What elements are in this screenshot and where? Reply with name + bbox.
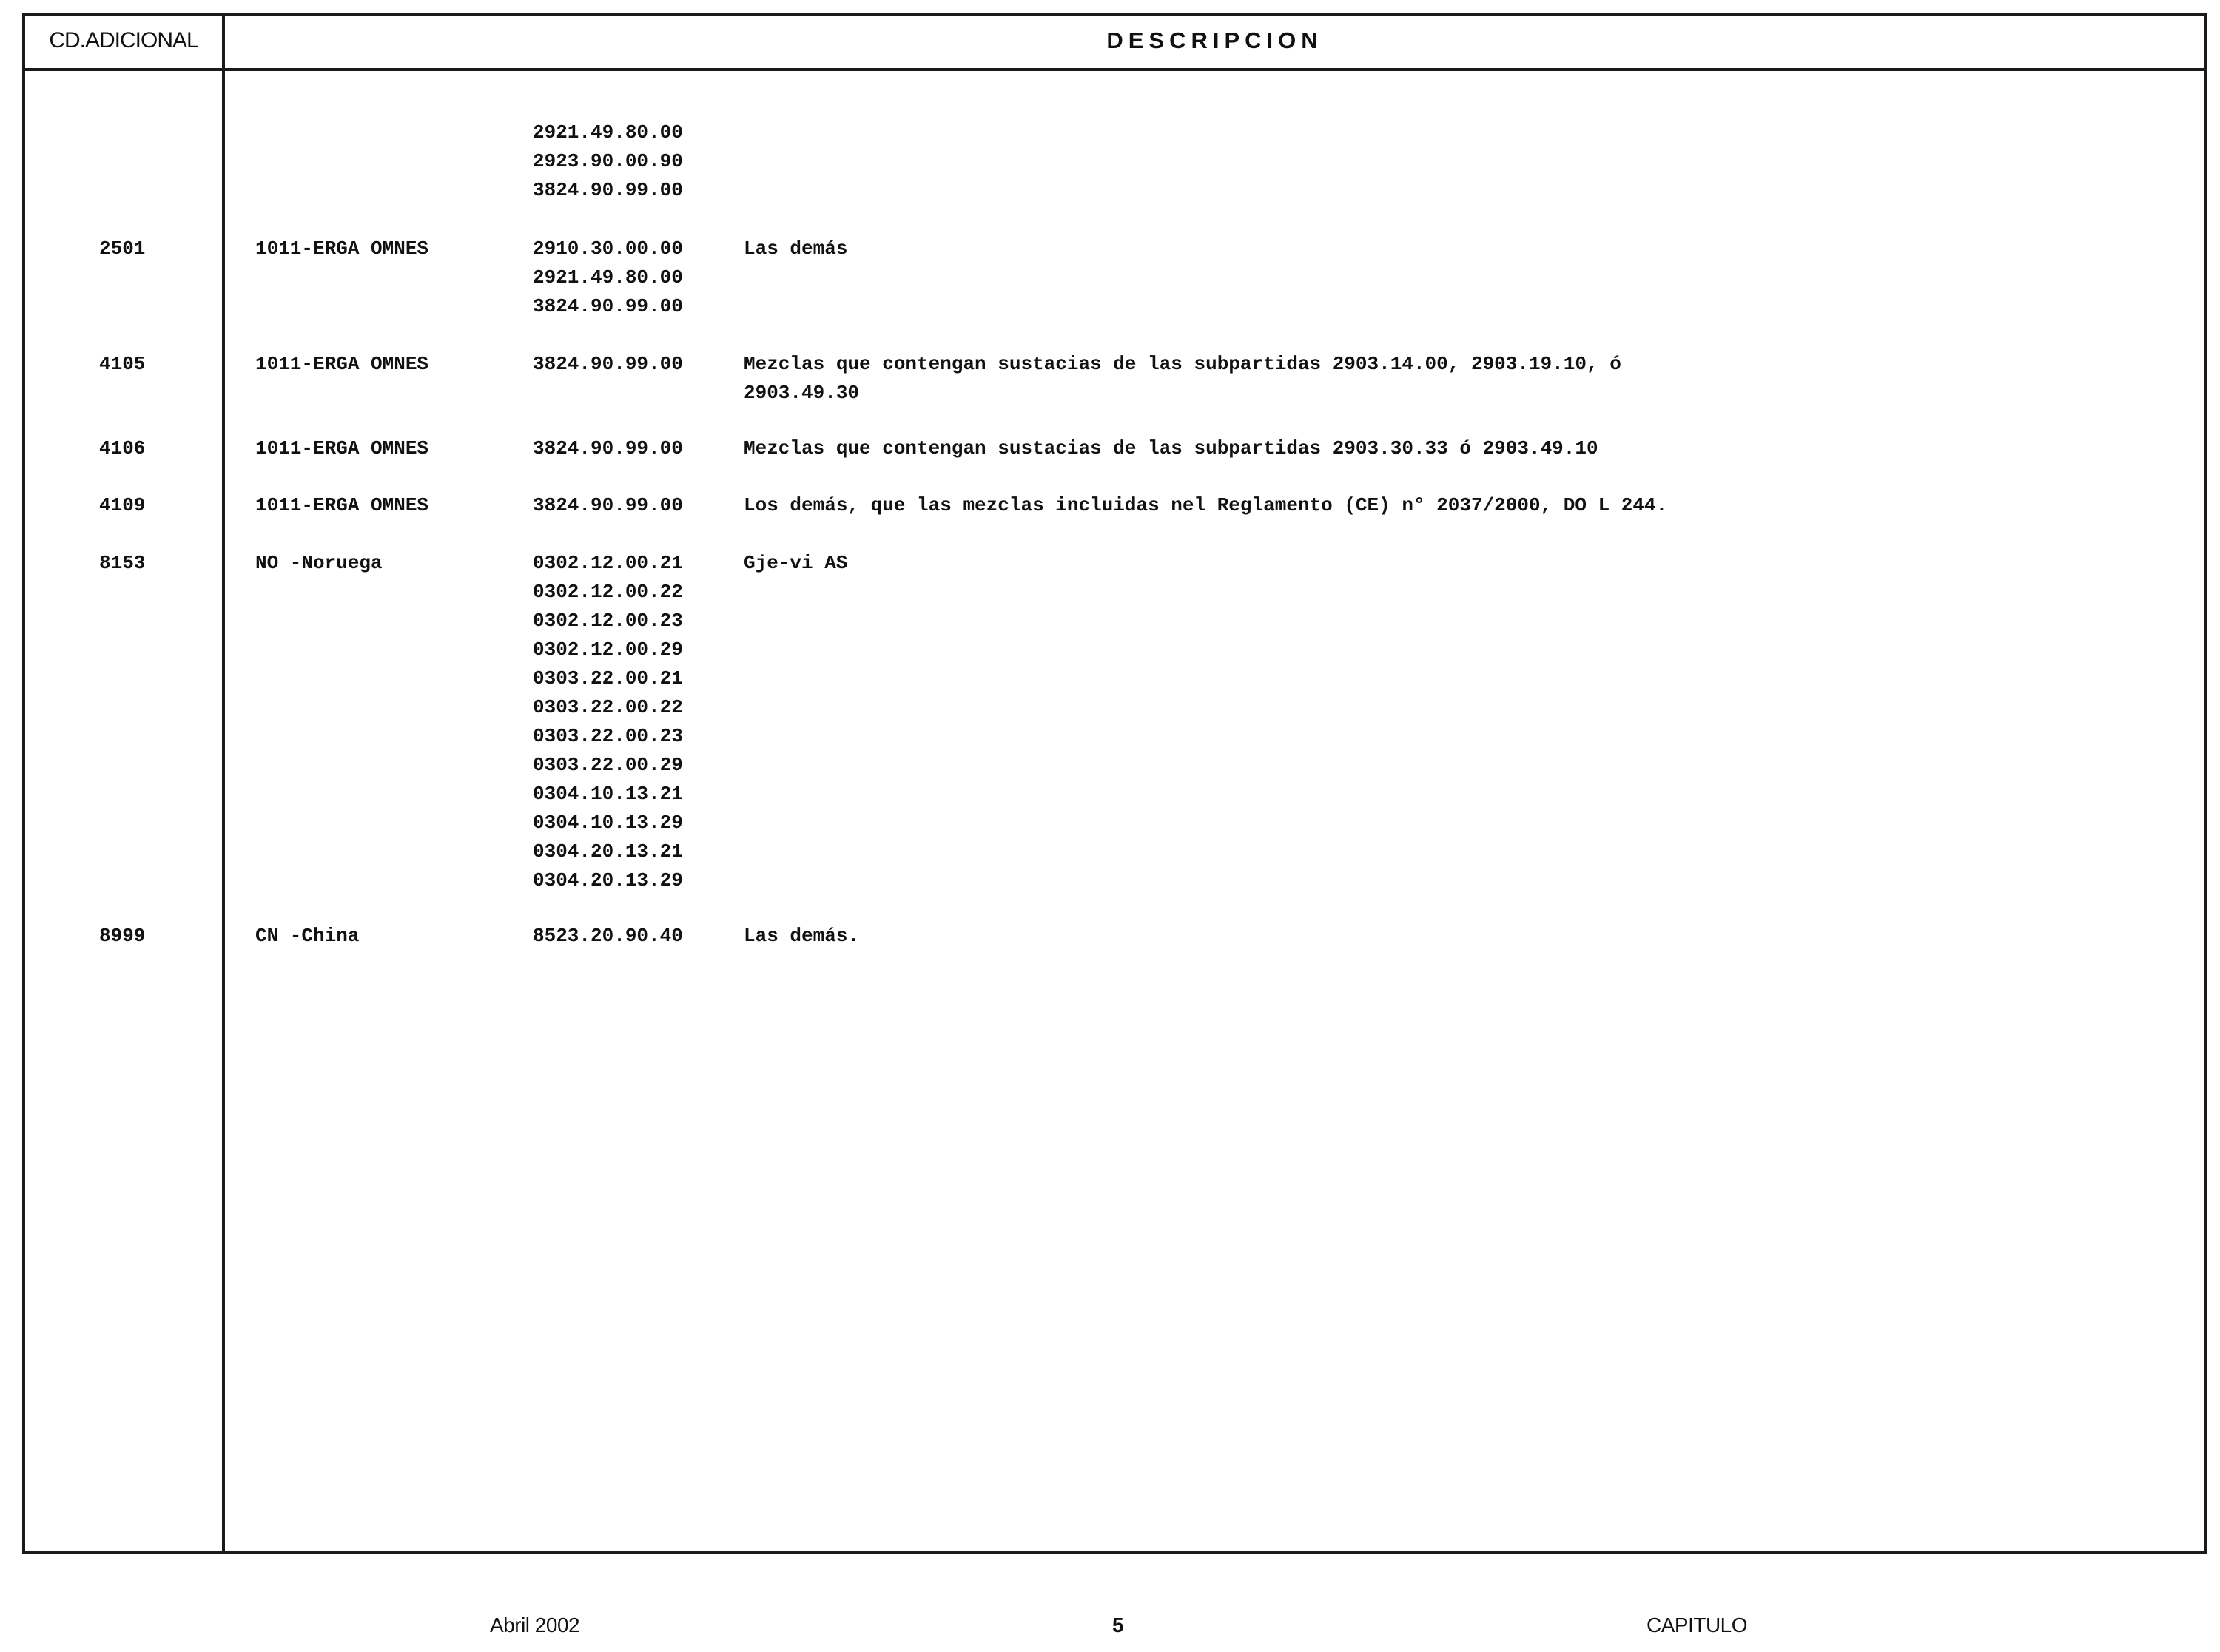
origin: CN -China	[255, 925, 360, 947]
header-rule	[22, 68, 2207, 71]
tariff-code: 3824.90.99.00	[533, 179, 683, 201]
column-header-description: DESCRIPCION	[1106, 27, 1323, 53]
tariff-list	[533, 235, 683, 321]
description-text: Mezclas que contengan sustacias de las subpartidas 2903.30.33 ó 2903.49.10	[744, 437, 1598, 459]
tariff-list	[533, 549, 683, 895]
additional-code: 2501	[99, 237, 146, 260]
tariff-code: 0304.10.13.21	[533, 783, 683, 805]
tariff-code: 8523.20.90.40	[533, 925, 683, 947]
tariff-code: 3824.90.99.00	[533, 437, 683, 459]
tariff-list	[533, 434, 683, 463]
origin: NO -Noruega	[255, 552, 383, 574]
tariff-code: 0303.22.00.23	[533, 725, 683, 747]
tariff-code: 0304.20.13.21	[533, 840, 683, 863]
description-text: Mezclas que contengan sustacias de las subpartidas 2903.14.00, 2903.19.10, ó 2903.49.30	[744, 353, 1621, 404]
tariff-code: 3824.90.99.00	[533, 295, 683, 317]
additional-code: 4109	[99, 494, 146, 516]
tariff-code: 2921.49.80.00	[533, 266, 683, 289]
tariff-code: 0302.12.00.21	[533, 552, 683, 574]
tariff-code: 3824.90.99.00	[533, 494, 683, 516]
tariff-code: 0303.22.00.22	[533, 696, 683, 718]
origin: 1011-ERGA OMNES	[255, 437, 429, 459]
tariff-code: 2910.30.00.00	[533, 237, 683, 260]
additional-code: 4105	[99, 353, 146, 375]
origin: 1011-ERGA OMNES	[255, 353, 429, 375]
description-text: Las demás	[744, 237, 848, 260]
tariff-code: 2923.90.00.90	[533, 150, 683, 172]
origin: 1011-ERGA OMNES	[255, 494, 429, 516]
tariff-code: 0303.22.00.29	[533, 754, 683, 776]
additional-code: 4106	[99, 437, 146, 459]
origin: 1011-ERGA OMNES	[255, 237, 429, 260]
additional-code: 8999	[99, 925, 146, 947]
tariff-list	[533, 922, 683, 951]
column-header-code: CD.ADICIONAL	[49, 28, 198, 53]
additional-code: 8153	[99, 552, 146, 574]
tariff-code: 0303.22.00.21	[533, 667, 683, 690]
tariff-code: 0302.12.00.23	[533, 610, 683, 632]
tariff-code: 0302.12.00.22	[533, 581, 683, 603]
description-text: Los demás, que las mezclas incluidas nel Reglamento (CE) n° 2037/2000, DO L 244.	[744, 494, 1668, 516]
tariff-code: 0304.20.13.29	[533, 869, 683, 891]
description-text: Las demás.	[744, 925, 860, 947]
tariff-list	[533, 491, 683, 520]
column-divider	[222, 13, 225, 1554]
tariff-list	[533, 118, 683, 205]
tariff-code: 2921.49.80.00	[533, 121, 683, 144]
description-text: Gje-vi AS	[744, 552, 848, 574]
page-number: 5	[1112, 1614, 1124, 1636]
tariff-code: 0304.10.13.29	[533, 812, 683, 834]
tariff-code: 3824.90.99.00	[533, 353, 683, 375]
tariff-code: 0302.12.00.29	[533, 638, 683, 661]
footer-chapter: CAPITULO	[1646, 1614, 1748, 1636]
tariff-list	[533, 350, 683, 379]
footer-date: Abril 2002	[490, 1614, 580, 1636]
